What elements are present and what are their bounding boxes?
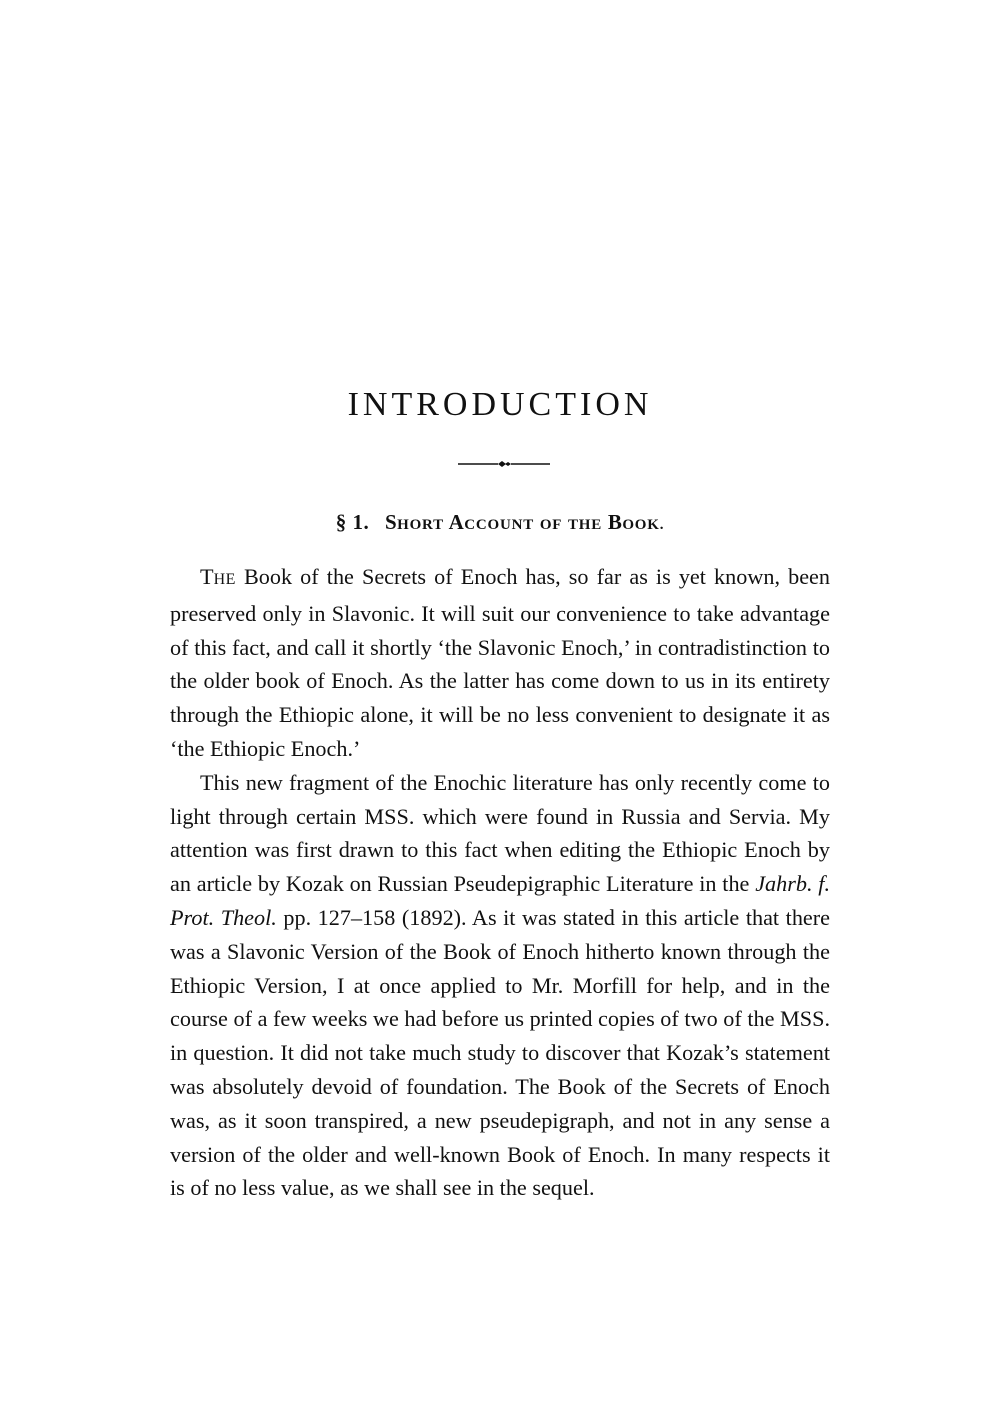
- journal-title: Jahrb. f. Prot. Theol.: [170, 871, 830, 930]
- section-symbol: §: [335, 510, 347, 534]
- paragraph-1-text: Book of the Secrets of Enoch has, so far as is yet known, been preserved only in Slavonic. It will suit our convenience to take advantage of this fact, and call it shortly ‘the Slavonic Enoch,’ in contradistinction to the older book of Enoch. As the latter has come down to us in its entirety through the Ethiopic alone, it will be no less convenient to designate it as ‘the Ethiopic Enoch.’: [170, 564, 830, 761]
- paragraph-2-text-after: pp. 127–158 (1892). As it was stated in this article that there was a Slavonic Version of the Book of Enoch hitherto known through the Ethiopic Version, I at once applied to Mr. Morfill for help, and in the course of a few weeks we had before us printed copies of two of the MSS. in question. It did not take much study to discover that Kozak’s statement was absolutely devoid of foundation. The Book of the Secrets of Enoch was, as it soon transpired, a new pseudepigraph, and not in any sense a version of the older and well-known Book of Enoch. In many respects it is of no less value, as we shall see in the sequel.: [170, 904, 830, 1201]
- paragraph-1-lead-small: HE: [213, 571, 236, 588]
- paragraph-2: [170, 766, 830, 1205]
- page-title: INTRODUCTION: [347, 386, 653, 423]
- body-text: [170, 560, 830, 1205]
- ornament-divider-icon: [458, 452, 550, 472]
- paragraph-1-lead-big: T: [200, 564, 214, 589]
- section-number: 1.: [352, 510, 370, 534]
- section-title: SHORT ACCOUNT OF THE BOOK.: [384, 510, 665, 534]
- paragraph-2-text-before: This new fragment of the Enochic literature has only recently come to light through certain MSS. which were found in Russia and Servia. My attention was first drawn to this fact when editing the Ethiopic Enoch by an article by Kozak on Russian Pseudepigraphic Literature in the: [170, 769, 830, 897]
- paragraph-1: [170, 560, 830, 766]
- section-heading: [0, 510, 1000, 535]
